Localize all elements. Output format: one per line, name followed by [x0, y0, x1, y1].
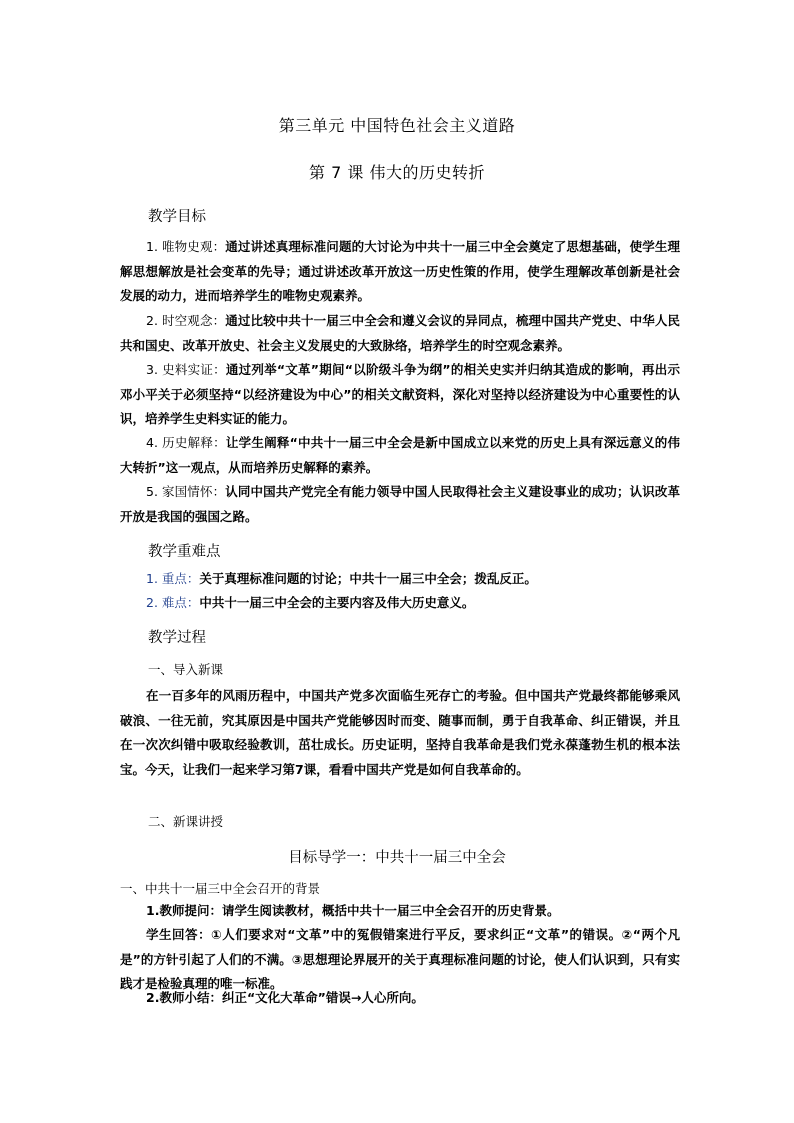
section-intro-heading: 一、导入新课	[148, 662, 224, 677]
key-point-text: 中共十一届三中全会的主要内容及伟大历史意义。	[199, 595, 475, 610]
key-point-label: 2. 难点：	[146, 595, 200, 610]
objective-item-5	[120, 480, 680, 529]
key-point-label: 1. 重点：	[146, 571, 200, 586]
teacher-summary: 2.教师小结：纠正“文化大革命”错误→人心所向。	[146, 990, 424, 1005]
objective-text: 认同中国共产党完全有能力领导中国人民取得社会主义建设事业的成功；认识改革开放是我国的强国之路。	[120, 484, 680, 524]
objective-label: 1. 唯物史观：	[146, 239, 226, 254]
section-new-lesson-heading: 二、新课讲授	[148, 814, 224, 829]
objective-label: 5. 家国情怀：	[146, 484, 226, 499]
lesson-title: 第 7 课 伟大的历史转折	[309, 163, 485, 182]
objective-text: 让学生阐释“中共十一届三中全会是新中国成立以来党的历史上具有深远意义的伟大转折”这一观点，从而培养历史解释的素养。	[120, 435, 681, 475]
student-answer-label: 学生回答：	[146, 927, 212, 942]
unit-title: 第三单元 中国特色社会主义道路	[278, 116, 516, 135]
objective-text: 通过讲述真理标准问题的大讨论为中共十一届三中全会奠定了思想基础，使学生理解思想解放是社会变革的先导；通过讲述改革开放这一历史性策的作用，使学生理解改革创新是社会发展的动力，进而培养学生的唯物史观素养。	[120, 239, 680, 303]
background-subheading: 一、中共十一届三中全会召开的背景	[120, 881, 321, 896]
objective-text: 通过列举“文革”期间“以阶级斗争为纲”的相关史实并归纳其造成的影响，再出示邓小平关于必须坚持“以经济建设为中心”的相关文献资料，深化对坚持以经济建设为中心重要性的认识，培养学生史料实证的能力。	[120, 362, 680, 426]
key-point-item-2	[120, 591, 680, 616]
key-points-heading: 教学重难点	[148, 544, 221, 560]
objective-item-1	[120, 235, 680, 309]
objective-item-2	[120, 309, 680, 358]
objective-text: 通过比较中共十一届三中全会和遵义会议的异同点，梳理中国共产党史、中华人民共和国史、改革开放史、社会主义发展史的大致脉络，培养学生的时空观念素养。	[120, 313, 680, 353]
objective-label: 4. 历史解释：	[146, 435, 226, 450]
intro-paragraph: 在一百多年的风雨历程中，中国共产党多次面临生死存亡的考验。但中国共产党最终都能够乘风破浪、一往无前，究其原因是中国共产党能够因时而变、随事而制，勇于自我革命、纠正错误，并且在一次次纠错中吸取经验教训，茁壮成长。历史证明，坚持自我革命是我们党永葆蓬勃生机的根本法宝。今天，让我们一起来学习第7课，看看中国共产党是如何自我革命的。	[120, 688, 680, 777]
key-point-item-1	[120, 567, 680, 592]
target-guide-title: 目标导学一：中共十一届三中全会	[288, 850, 506, 866]
objective-item-3	[120, 358, 680, 432]
student-answer-text: ①人们要求对“文革”中的冤假错案进行平反，要求纠正“文革”的错误。②“两个凡是”的方针引起了人们的不满。③思想理论界展开的关于真理标准问题的讨论，使人们认识到，只有实践才是检验真理的唯一标准。	[120, 927, 680, 991]
process-heading: 教学过程	[148, 630, 206, 646]
teacher-question: 1.教师提问：请学生阅读教材，概括中共十一届三中全会召开的历史背景。	[146, 903, 560, 918]
objectives-heading: 教学目标	[148, 209, 206, 225]
objective-item-4	[120, 431, 680, 480]
key-point-text: 关于真理标准问题的讨论；中共十一届三中全会；拨乱反正。	[199, 571, 537, 586]
objective-label: 2. 时空观念：	[146, 313, 226, 328]
objective-label: 3. 史料实证：	[146, 362, 226, 377]
